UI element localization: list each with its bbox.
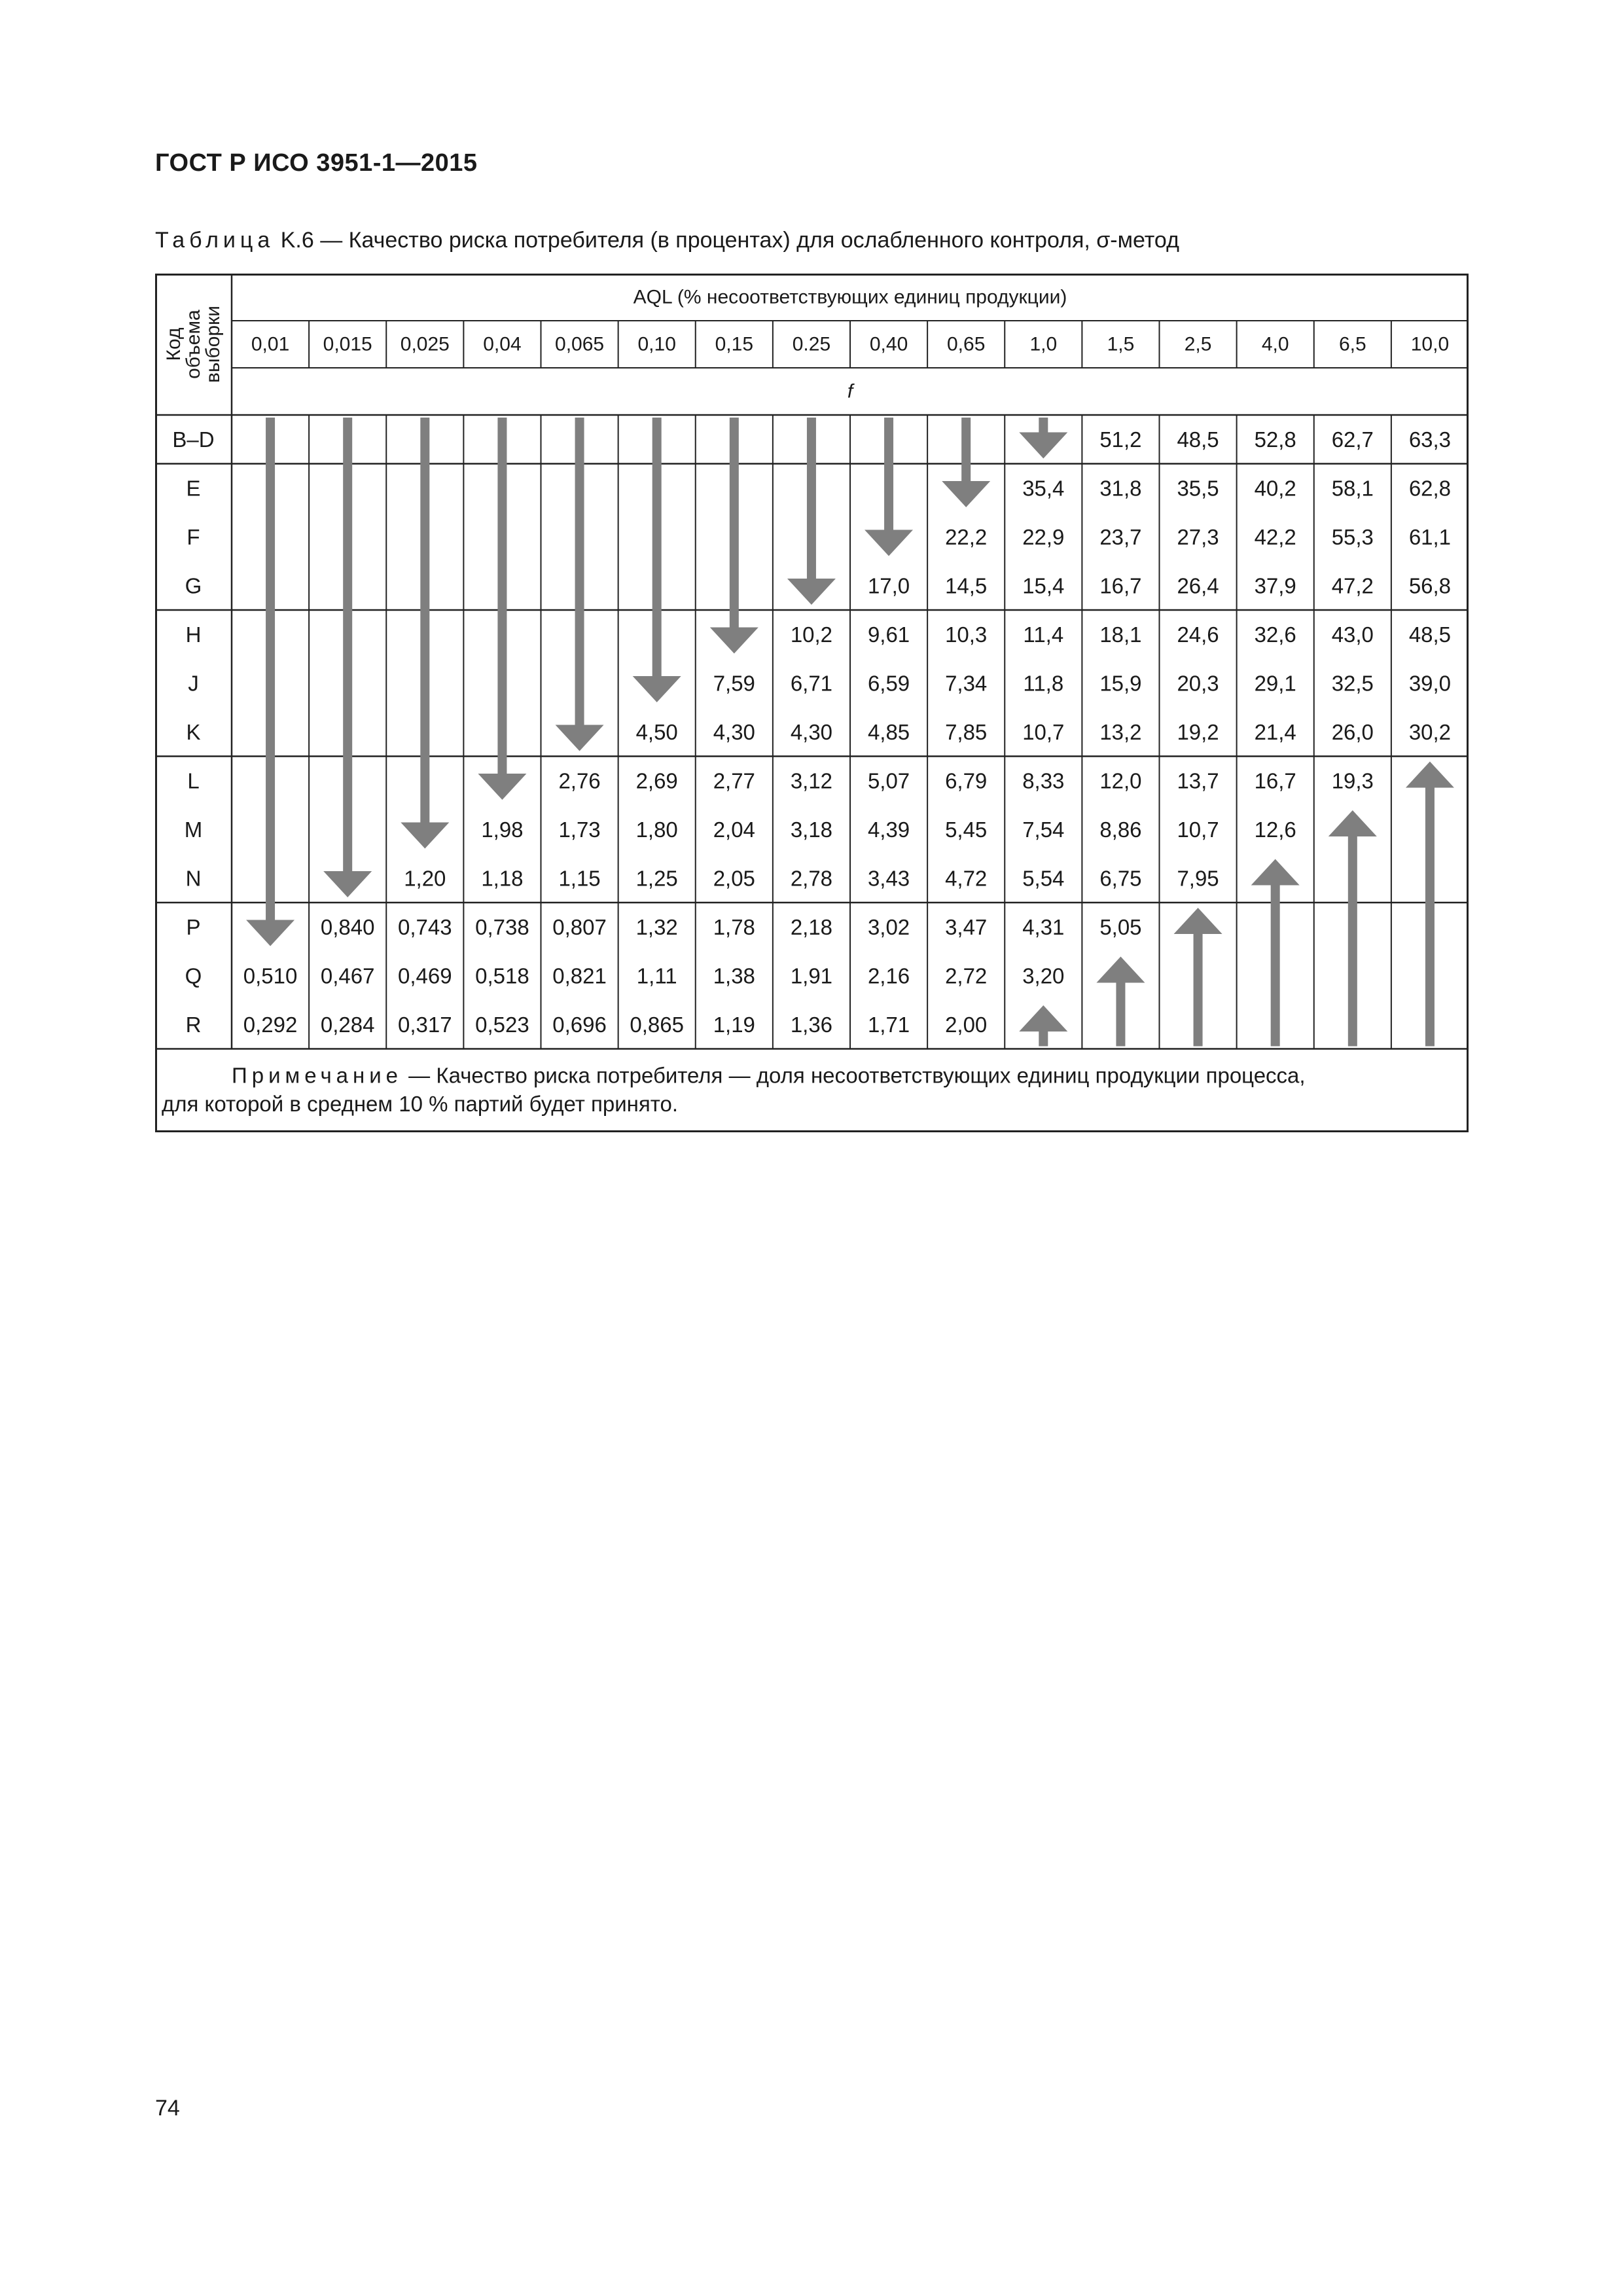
table-cell: 5,05 — [1099, 914, 1142, 939]
table-cell: 2,78 — [790, 866, 833, 891]
table-cell: 32,6 — [1254, 622, 1296, 647]
aql-column-header: 6,5 — [1338, 333, 1366, 355]
table-cell: 31,8 — [1099, 476, 1142, 501]
table-cell: 1,11 — [636, 963, 677, 988]
table-cell: 7,54 — [1022, 817, 1065, 842]
table-cell: 3,02 — [867, 914, 910, 939]
table-cell: 9,61 — [867, 622, 910, 647]
down-arrow-shaft — [575, 418, 584, 726]
table-cell: 16,7 — [1099, 573, 1142, 598]
row-code: K — [186, 719, 201, 744]
table-cell: 2,18 — [790, 914, 833, 939]
table-cell: 37,9 — [1254, 573, 1296, 598]
table-cell: 4,72 — [945, 866, 988, 891]
table-cell: 0,518 — [475, 963, 529, 988]
aql-column-header: 0,025 — [400, 333, 450, 355]
row-code: P — [186, 914, 201, 939]
table-cell: 7,59 — [713, 671, 755, 696]
up-arrow-head — [1096, 957, 1145, 983]
table-cell: 13,7 — [1177, 768, 1219, 793]
table-cell: 1,15 — [558, 866, 601, 891]
table-cell: 3,20 — [1022, 963, 1065, 988]
note-label: Примечание — [232, 1063, 403, 1087]
table-cell: 3,18 — [790, 817, 833, 842]
table-cell: 2,00 — [945, 1012, 988, 1037]
down-arrow-head — [633, 676, 681, 702]
table-cell: 39,0 — [1408, 671, 1452, 696]
table-grid — [155, 274, 1469, 1132]
aql-column-header: 0,15 — [715, 333, 754, 355]
up-arrow-head — [1019, 1005, 1067, 1031]
table-cell: 19,3 — [1331, 768, 1374, 793]
table-cell: 15,9 — [1099, 671, 1142, 696]
table-cell: 35,4 — [1022, 476, 1065, 501]
table-cell: 29,1 — [1254, 671, 1296, 696]
table-cell: 0,807 — [552, 914, 607, 939]
table-cell: 0,467 — [320, 963, 375, 988]
down-arrow-shaft — [266, 418, 275, 921]
up-arrow-shaft — [1348, 836, 1357, 1047]
table-cell: 8,33 — [1022, 768, 1065, 793]
table-cell: 35,5 — [1177, 476, 1219, 501]
table-cell: 43,0 — [1331, 622, 1374, 647]
note-text: — Качество риска потребителя — доля несоответствующих единиц продукции процесса, — [402, 1063, 1306, 1087]
row-header-line: объема — [183, 310, 204, 379]
table-cell: 8,86 — [1099, 817, 1142, 842]
table-cell: 0,284 — [320, 1012, 375, 1037]
aql-column-header: 1,0 — [1029, 333, 1058, 355]
table-cell: 27,3 — [1177, 524, 1219, 549]
table-cell: 6,59 — [867, 671, 910, 696]
down-arrow-shaft — [884, 418, 893, 531]
row-code: L — [187, 768, 200, 793]
table-cell: 5,54 — [1022, 866, 1065, 891]
page-number: 74 — [155, 2096, 180, 2121]
table-cell: 7,85 — [945, 719, 988, 744]
down-arrow-head — [246, 920, 294, 946]
caption-text: K.6 — Качество риска потребителя (в процентах) для ослабленного контроля, σ-метод — [274, 228, 1179, 253]
down-arrow-shaft — [343, 418, 352, 872]
row-code: Q — [185, 963, 202, 988]
table-cell: 7,34 — [945, 671, 988, 696]
table-cell: 5,45 — [945, 817, 988, 842]
table-cell: 0,696 — [552, 1012, 607, 1037]
row-code: G — [185, 573, 202, 598]
up-arrow-shaft — [1039, 1031, 1048, 1047]
aql-column-header: 0,015 — [323, 333, 372, 355]
table-cell: 0,743 — [398, 914, 452, 939]
aql-column-header: 0,04 — [483, 333, 522, 355]
table-cell: 1,91 — [790, 963, 833, 988]
consumer-risk-table — [155, 274, 1469, 1132]
down-arrow-shaft — [497, 418, 507, 774]
down-arrow-head — [323, 871, 372, 897]
table-cell: 32,5 — [1331, 671, 1374, 696]
table-cell: 2,16 — [867, 963, 910, 988]
up-arrow-head — [1251, 859, 1300, 886]
aql-column-header: 0,65 — [946, 333, 986, 355]
document-header: ГОСТ Р ИСО 3951-1—2015 — [155, 149, 478, 177]
table-cell: 3,47 — [945, 914, 988, 939]
row-code: B–D — [172, 427, 215, 452]
aql-header: AQL (% несоответствующих единиц продукции) — [633, 286, 1067, 308]
aql-column-header: 0,01 — [251, 333, 290, 355]
down-arrow-shaft — [652, 418, 662, 677]
down-arrow-head — [865, 530, 913, 556]
table-cell: 0,317 — [398, 1012, 452, 1037]
down-arrow-shaft — [961, 418, 971, 482]
table-cell: 62,8 — [1408, 476, 1452, 501]
table-cell: 22,9 — [1022, 524, 1065, 549]
up-arrow-head — [1174, 908, 1222, 934]
row-code: N — [185, 866, 202, 891]
table-cell: 4,50 — [635, 719, 678, 744]
table-cell: 1,20 — [404, 866, 446, 891]
down-arrow-shaft — [807, 418, 816, 579]
table-cell: 1,98 — [481, 817, 524, 842]
table-cell: 11,8 — [1023, 671, 1064, 696]
table-cell: 1,36 — [790, 1012, 833, 1037]
table-cell: 61,1 — [1408, 524, 1452, 549]
table-cell: 1,71 — [867, 1012, 910, 1037]
table-cell: 30,2 — [1408, 719, 1452, 744]
row-code: F — [187, 524, 200, 549]
row-code: M — [184, 817, 203, 842]
table-cell: 22,2 — [945, 524, 988, 549]
table-cell: 15,4 — [1022, 573, 1065, 598]
table-cell: 52,8 — [1254, 427, 1296, 452]
table-cell: 7,95 — [1177, 866, 1219, 891]
table-note — [232, 1063, 1306, 1087]
table-cell: 0,738 — [475, 914, 529, 939]
table-cell: 20,3 — [1177, 671, 1219, 696]
down-arrow-shaft — [420, 418, 429, 823]
table-cell: 6,71 — [790, 671, 833, 696]
table-cell: 1,78 — [713, 914, 755, 939]
table-cell: 6,79 — [945, 768, 988, 793]
table-cell: 4,31 — [1022, 914, 1065, 939]
table-caption — [155, 228, 1179, 253]
down-arrow-head — [942, 481, 990, 507]
table-cell: 0,821 — [552, 963, 607, 988]
table-cell: 6,75 — [1099, 866, 1142, 891]
down-arrow-head — [556, 725, 604, 751]
table-cell: 26,0 — [1331, 719, 1374, 744]
down-arrow-head — [478, 774, 526, 800]
table-cell: 55,3 — [1331, 524, 1374, 549]
table-cell: 2,05 — [713, 866, 755, 891]
table-cell: 47,2 — [1331, 573, 1374, 598]
table-cell: 3,43 — [867, 866, 910, 891]
row-code: E — [186, 476, 201, 501]
table-cell: 2,77 — [713, 768, 755, 793]
table-cell: 10,2 — [790, 622, 833, 647]
row-header-line: выборки — [202, 306, 224, 383]
table-cell: 17,0 — [867, 573, 910, 598]
aql-column-header: 2,5 — [1184, 333, 1212, 355]
aql-column-header: 1,5 — [1107, 333, 1135, 355]
table-cell: 1,32 — [635, 914, 678, 939]
table-cell: 19,2 — [1177, 719, 1219, 744]
table-cell: 1,25 — [635, 866, 678, 891]
aql-column-header: 0,065 — [555, 333, 605, 355]
table-cell: 10,3 — [945, 622, 988, 647]
table-cell: 10,7 — [1177, 817, 1219, 842]
table-cell: 40,2 — [1254, 476, 1296, 501]
down-arrow-head — [710, 628, 758, 654]
row-code: H — [185, 622, 202, 647]
table-cell: 63,3 — [1408, 427, 1452, 452]
table-cell: 21,4 — [1254, 719, 1296, 744]
table-cell: 16,7 — [1254, 768, 1296, 793]
table-cell: 5,07 — [867, 768, 910, 793]
table-cell: 13,2 — [1099, 719, 1142, 744]
down-arrow-shaft — [1039, 418, 1048, 433]
table-cell: 10,7 — [1022, 719, 1065, 744]
row-header-line: Код — [163, 327, 185, 361]
down-arrow-head — [787, 579, 836, 605]
up-arrow-head — [1406, 762, 1454, 788]
table-cell: 1,38 — [713, 963, 755, 988]
aql-column-header: 0,10 — [637, 333, 676, 355]
table-cell: 2,72 — [945, 963, 988, 988]
table-cell: 1,18 — [481, 866, 524, 891]
table-cell: 0,510 — [243, 963, 298, 988]
down-arrow-head — [1019, 433, 1067, 459]
down-arrow-head — [401, 823, 449, 849]
table-cell: 14,5 — [945, 573, 988, 598]
table-note-line2: для которой в среднем 10 % партий будет принято. — [162, 1092, 679, 1116]
table-cell: 4,85 — [867, 719, 910, 744]
up-arrow-head — [1329, 810, 1377, 836]
table-cell: 4,39 — [867, 817, 910, 842]
table-cell: 4,30 — [713, 719, 755, 744]
f-label: f — [847, 380, 853, 403]
table-cell: 51,2 — [1099, 427, 1142, 452]
table-cell: 24,6 — [1177, 622, 1219, 647]
table-cell: 0,523 — [475, 1012, 529, 1037]
table-cell: 11,4 — [1023, 622, 1064, 647]
table-cell: 18,1 — [1099, 622, 1142, 647]
aql-column-header: 4,0 — [1261, 333, 1289, 355]
down-arrow-shaft — [730, 418, 739, 628]
table-cell: 1,80 — [635, 817, 678, 842]
aql-column-header: 0,40 — [869, 333, 908, 355]
table-cell: 42,2 — [1254, 524, 1296, 549]
table-cell: 0,840 — [320, 914, 375, 939]
table-cell: 3,12 — [790, 768, 833, 793]
up-arrow-shaft — [1194, 933, 1203, 1047]
aql-column-header: 10,0 — [1410, 333, 1450, 355]
up-arrow-shaft — [1425, 787, 1435, 1047]
table-cell: 23,7 — [1099, 524, 1142, 549]
table-cell: 26,4 — [1177, 573, 1219, 598]
row-code: R — [185, 1012, 202, 1037]
table-cell: 48,5 — [1177, 427, 1219, 452]
up-arrow-shaft — [1116, 982, 1125, 1047]
table-cell: 48,5 — [1408, 622, 1452, 647]
table-cell: 12,6 — [1254, 817, 1296, 842]
table-cell: 2,76 — [558, 768, 601, 793]
caption-label: Таблица — [155, 228, 275, 253]
table-cell: 1,73 — [558, 817, 601, 842]
table-cell: 0,292 — [243, 1012, 298, 1037]
table-cell: 58,1 — [1331, 476, 1374, 501]
table-cell: 0,865 — [630, 1012, 684, 1037]
up-arrow-shaft — [1271, 885, 1280, 1047]
table-cell: 2,04 — [713, 817, 755, 842]
table-cell: 2,69 — [635, 768, 678, 793]
table-cell: 62,7 — [1331, 427, 1374, 452]
row-header-label — [163, 306, 224, 383]
table-cell: 0,469 — [398, 963, 452, 988]
table-cell: 4,30 — [790, 719, 833, 744]
table-cell: 12,0 — [1099, 768, 1142, 793]
row-code: J — [188, 671, 199, 696]
table-cell: 1,19 — [713, 1012, 755, 1037]
aql-column-header: 0.25 — [792, 333, 831, 355]
table-cell: 56,8 — [1408, 573, 1452, 598]
